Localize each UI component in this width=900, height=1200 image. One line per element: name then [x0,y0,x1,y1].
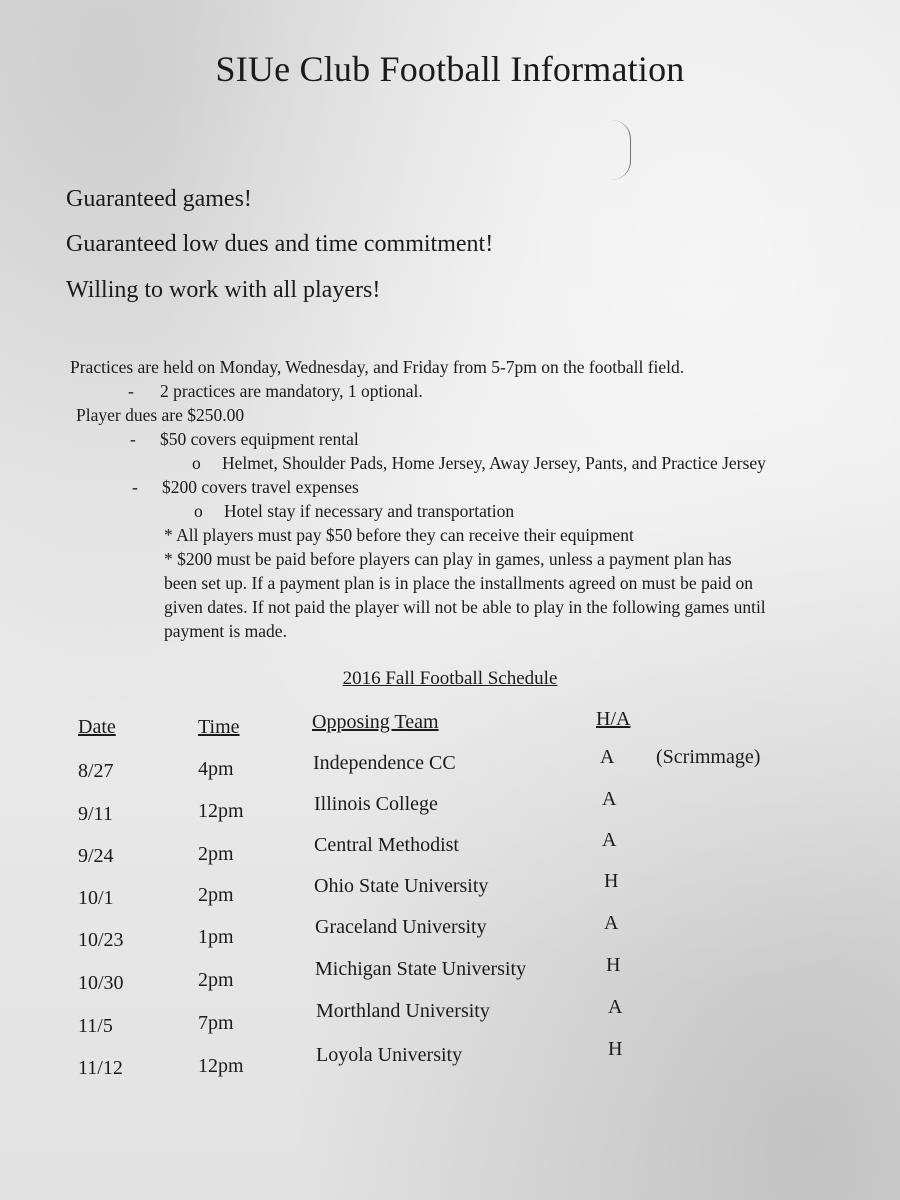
row-note: (Scrimmage) [656,746,761,768]
row-team: Morthland University [316,1000,490,1022]
row-ha: H [608,1038,623,1060]
row-date: 11/12 [78,1057,123,1079]
row-date: 9/11 [78,803,113,825]
practices-text: Practices are held on Monday, Wednesday, and Friday from 5-7pm on the football field. [70,357,685,377]
tagline-players: Willing to work with all players! [66,277,381,303]
schedule-title: 2016 Fall Football Schedule [342,668,558,689]
dash-marker: - [130,429,136,449]
dues-note-payment-1: * $200 must be paid before players can play in games, unless a payment plan has [164,549,732,569]
dues-note-payment-4: payment is made. [164,621,287,641]
row-time: 7pm [198,1012,234,1034]
dues-travel-items: Hotel stay if necessary and transportation [224,501,515,521]
row-ha: A [602,829,617,851]
document-title: SIUe Club Football Information [215,49,685,89]
pen-mark [612,120,631,180]
dash-marker: - [132,477,138,497]
row-team: Independence CC [313,752,456,774]
row-time: 4pm [198,758,234,780]
row-team: Loyola University [316,1044,463,1066]
circle-marker: o [194,501,203,521]
header-ha: H/A [596,708,631,730]
row-time: 1pm [198,926,234,948]
row-team: Illinois College [314,793,438,815]
circle-marker: o [192,453,201,473]
row-time: 2pm [198,884,234,906]
row-time: 12pm [198,1055,244,1077]
row-date: 9/24 [78,845,114,867]
dues-travel: $200 covers travel expenses [162,477,359,497]
dues-note-payment-3: given dates. If not paid the player will not be able to play in the following games until [164,597,766,617]
row-date: 8/27 [78,760,114,782]
dash-marker: - [128,381,134,401]
tagline-games: Guaranteed games! [66,186,252,212]
row-date: 10/23 [78,929,124,951]
row-team: Michigan State University [315,958,527,980]
dues-equipment: $50 covers equipment rental [160,429,359,449]
row-ha: A [604,912,619,934]
dues-text: Player dues are $250.00 [76,405,245,425]
header-time: Time [198,716,240,738]
tagline-dues: Guaranteed low dues and time commitment! [66,231,494,257]
row-ha: H [604,870,619,892]
row-date: 10/1 [78,887,114,909]
row-date: 11/5 [78,1015,113,1037]
row-time: 2pm [198,843,234,865]
row-time: 12pm [198,800,244,822]
dues-note-equipment: * All players must pay $50 before they can receive their equipment [164,525,634,545]
row-team: Graceland University [315,916,487,938]
practices-bullet: 2 practices are mandatory, 1 optional. [160,381,423,401]
row-ha: H [606,954,621,976]
dues-equipment-items: Helmet, Shoulder Pads, Home Jersey, Away Jersey, Pants, and Practice Jersey [222,453,766,473]
header-team: Opposing Team [312,711,439,733]
row-team: Central Methodist [314,834,459,856]
row-team: Ohio State University [314,875,489,897]
row-date: 10/30 [78,972,124,994]
row-time: 2pm [198,969,234,991]
header-date: Date [78,716,116,738]
dues-note-payment-2: been set up. If a payment plan is in place the installments agreed on must be paid on [164,573,754,593]
row-ha: A [600,746,615,768]
row-ha: A [602,788,617,810]
row-ha: A [608,996,623,1018]
